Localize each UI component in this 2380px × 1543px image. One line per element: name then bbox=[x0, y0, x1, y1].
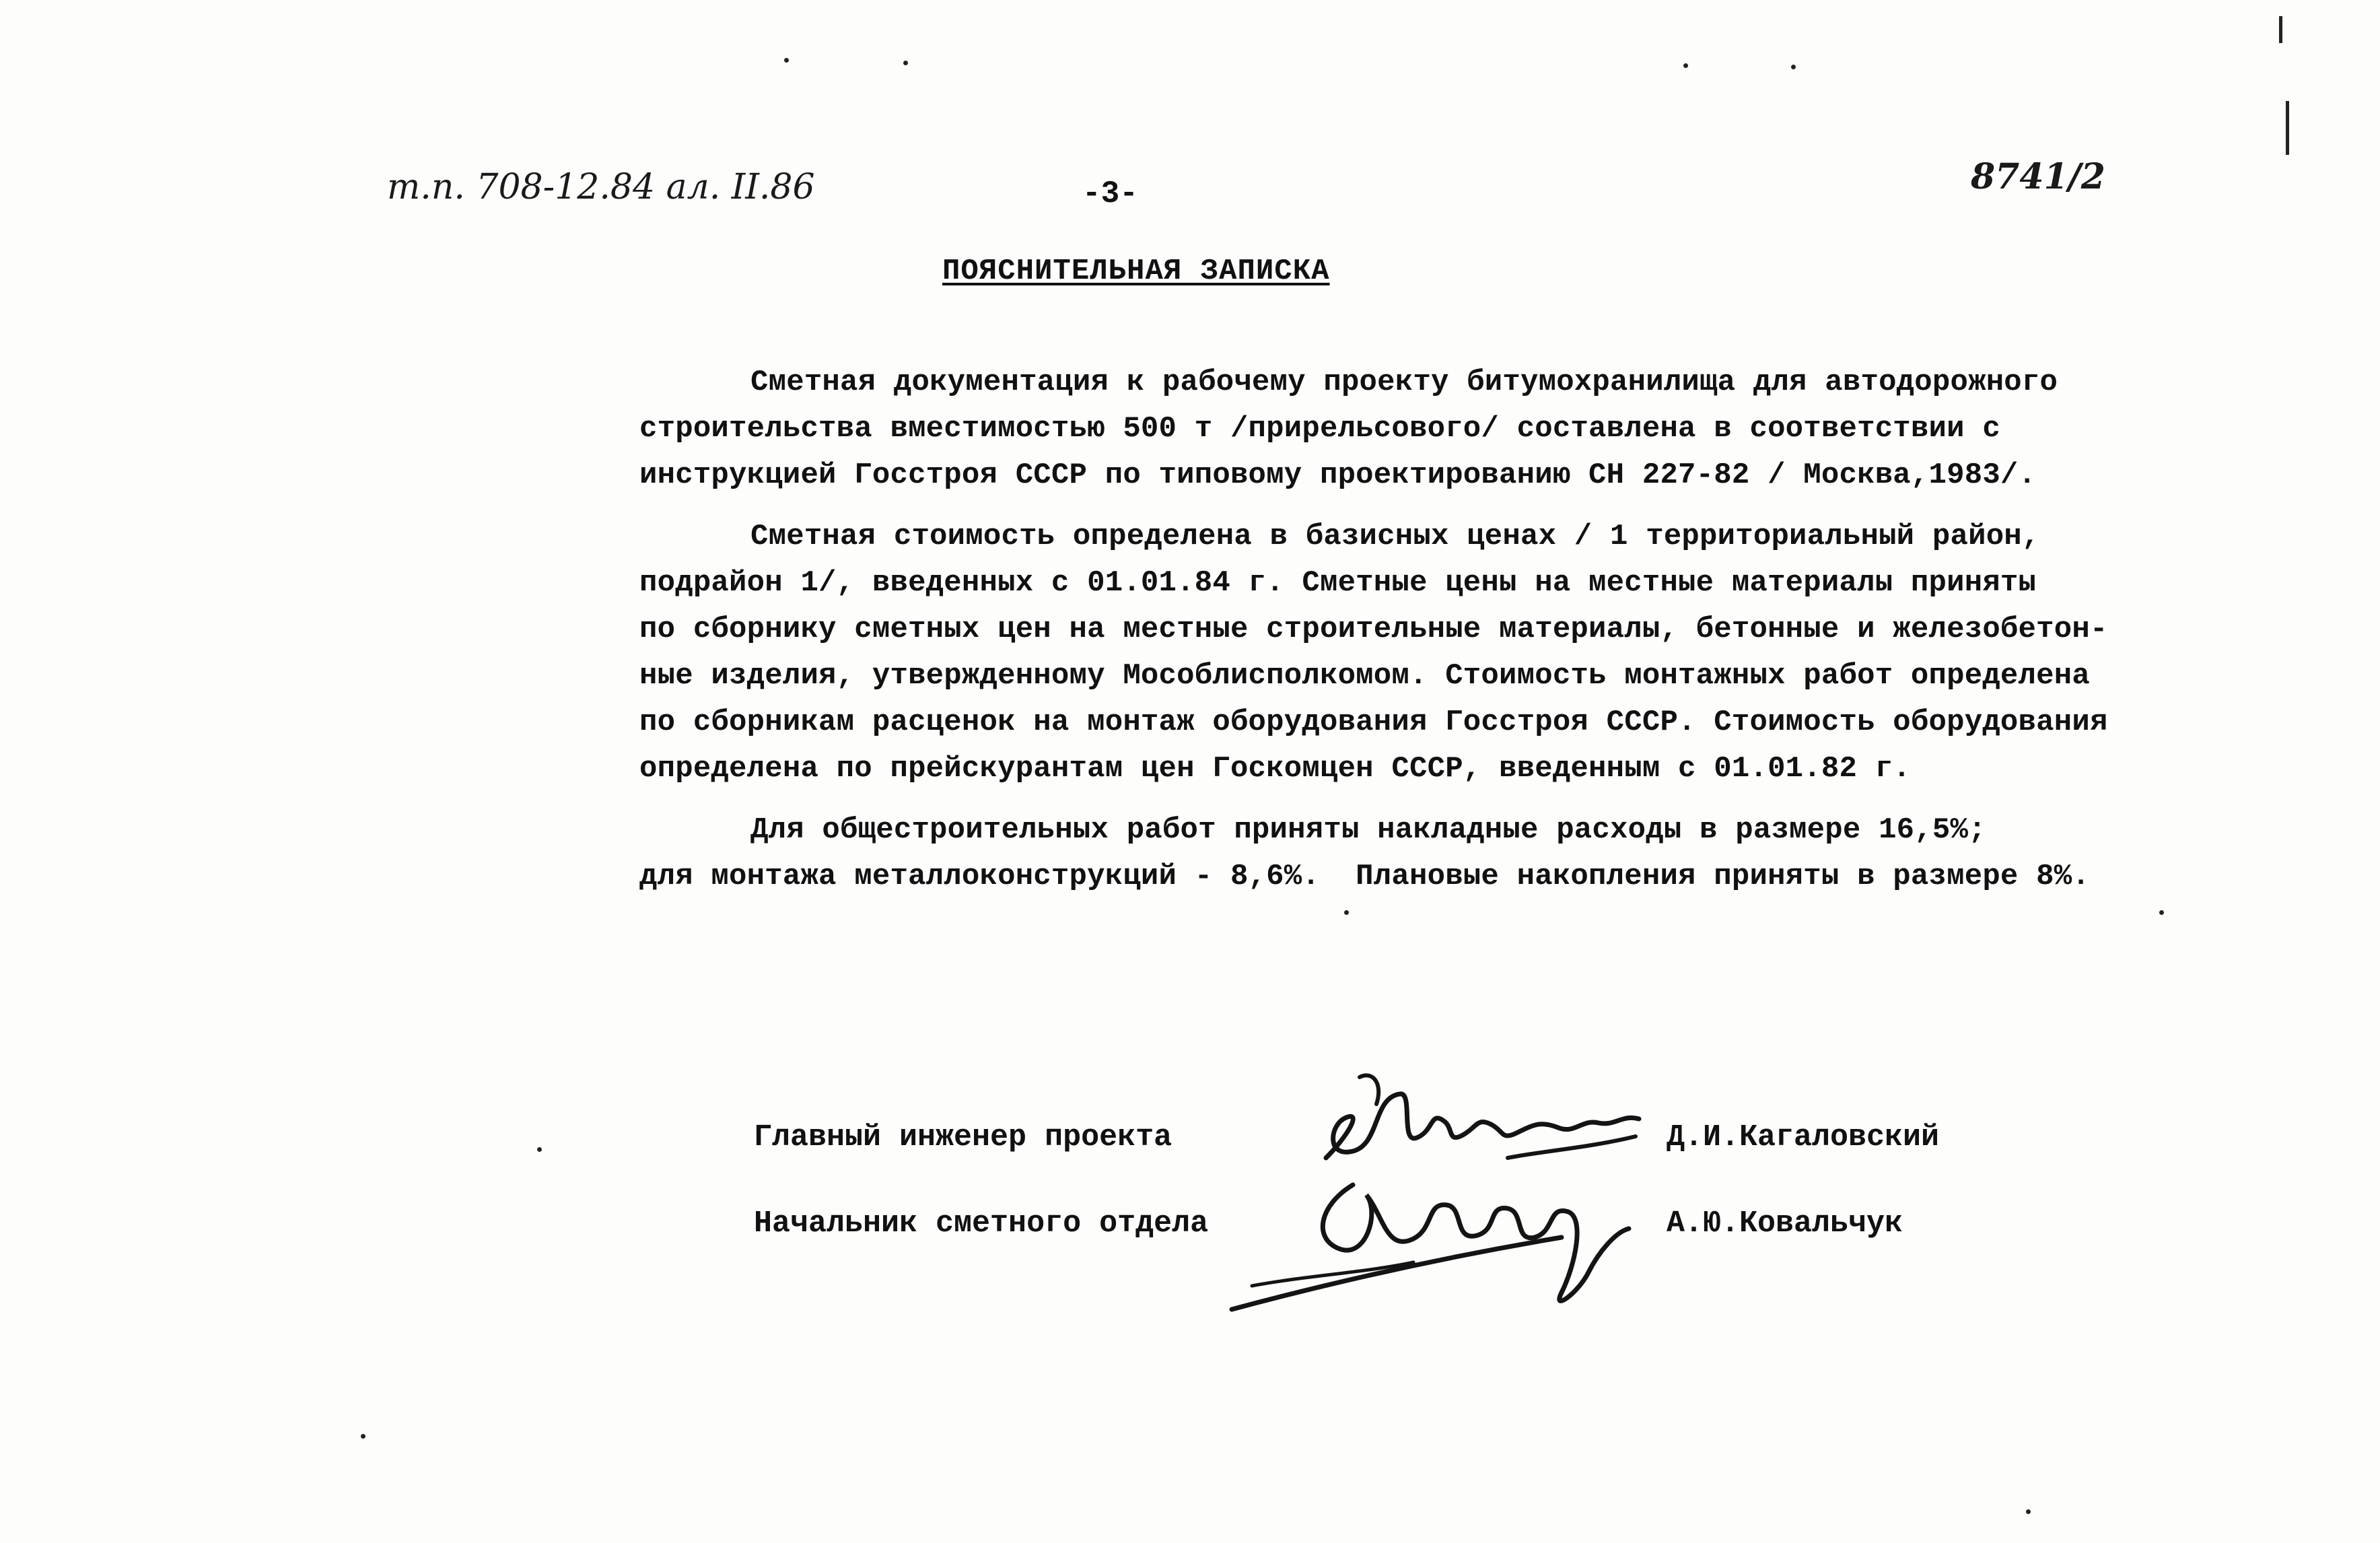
document-number: 8741/2 bbox=[1971, 156, 2105, 197]
paragraph-gap bbox=[639, 792, 2268, 807]
paragraph-2-line-2: подрайон 1/, введенных с 01.01.84 г. Сметные цены на местные материалы приняты bbox=[639, 566, 2037, 600]
paragraph-2-line-1: Сметная стоимость определена в базисных ценах / 1 территориальный район, bbox=[750, 520, 2040, 553]
signatory-role: Начальник сметного отдела bbox=[754, 1206, 1209, 1241]
scan-speck bbox=[537, 1147, 542, 1152]
standard-project-code: т.п. 708-12.84 ал. II.86 bbox=[387, 167, 815, 207]
scan-edge-mark bbox=[2286, 101, 2289, 155]
scan-speck bbox=[784, 58, 789, 63]
explanatory-note-body bbox=[639, 359, 2268, 900]
paragraph-gap bbox=[639, 499, 2268, 514]
signature-row-chief-engineer bbox=[754, 1120, 1172, 1155]
signatory-name-container bbox=[1667, 1206, 1903, 1241]
scan-speck bbox=[1344, 910, 1349, 915]
scan-speck bbox=[1683, 63, 1688, 68]
signatory-role: Главный инженер проекта bbox=[754, 1120, 1172, 1155]
signatory-name: А.Ю.Ковальчук bbox=[1667, 1206, 1903, 1241]
paragraph-2-line-6: определена по прейскурантам цен Госкомцен СССР, введенным с 01.01.82 г. bbox=[639, 752, 1911, 786]
scan-speck bbox=[1791, 65, 1796, 69]
signatory-name-container bbox=[1667, 1120, 1939, 1155]
page-number: -3- bbox=[1082, 176, 1138, 211]
scan-speck bbox=[903, 61, 908, 65]
handwritten-signature-2 bbox=[1212, 1158, 1656, 1326]
signature-row-estimate-head bbox=[754, 1206, 1208, 1241]
paragraph-1-line-1: Сметная документация к рабочему проекту битумохранилища для автодорожного bbox=[750, 366, 2058, 399]
scan-speck bbox=[2026, 1509, 2031, 1514]
document-title: ПОЯСНИТЕЛЬНАЯ ЗАПИСКА bbox=[942, 254, 1330, 288]
scan-speck bbox=[2159, 910, 2164, 915]
paragraph-2-line-4: ные изделия, утвержденному Мособлисполкомом. Стоимость монтажных работ определена bbox=[639, 659, 2090, 693]
paragraph-1-line-2: строительства вместимостью 500 т /прирельсового/ составлена в соответствии с bbox=[639, 412, 2000, 446]
paragraph-3-line-1: Для общестроительных работ приняты накладные расходы в размере 16,5%; bbox=[750, 813, 1986, 847]
paragraph-2-line-5: по сборникам расценок на монтаж оборудования Госстроя СССР. Стоимость оборудования bbox=[639, 706, 2108, 739]
scan-edge-mark bbox=[2279, 16, 2282, 43]
signatory-name: Д.И.Кагаловский bbox=[1667, 1120, 1940, 1155]
paragraph-2-line-3: по сборнику сметных цен на местные строительные материалы, бетонные и железобетон- bbox=[639, 613, 2108, 646]
paragraph-3-line-2: для монтажа металлоконструкций - 8,6%. Плановые накопления приняты в размере 8%. bbox=[639, 860, 2090, 893]
paragraph-1-line-3: инструкцией Госстроя СССР по типовому проектированию СН 227-82 / Москва,1983/. bbox=[639, 458, 2037, 492]
scan-speck bbox=[361, 1434, 365, 1439]
